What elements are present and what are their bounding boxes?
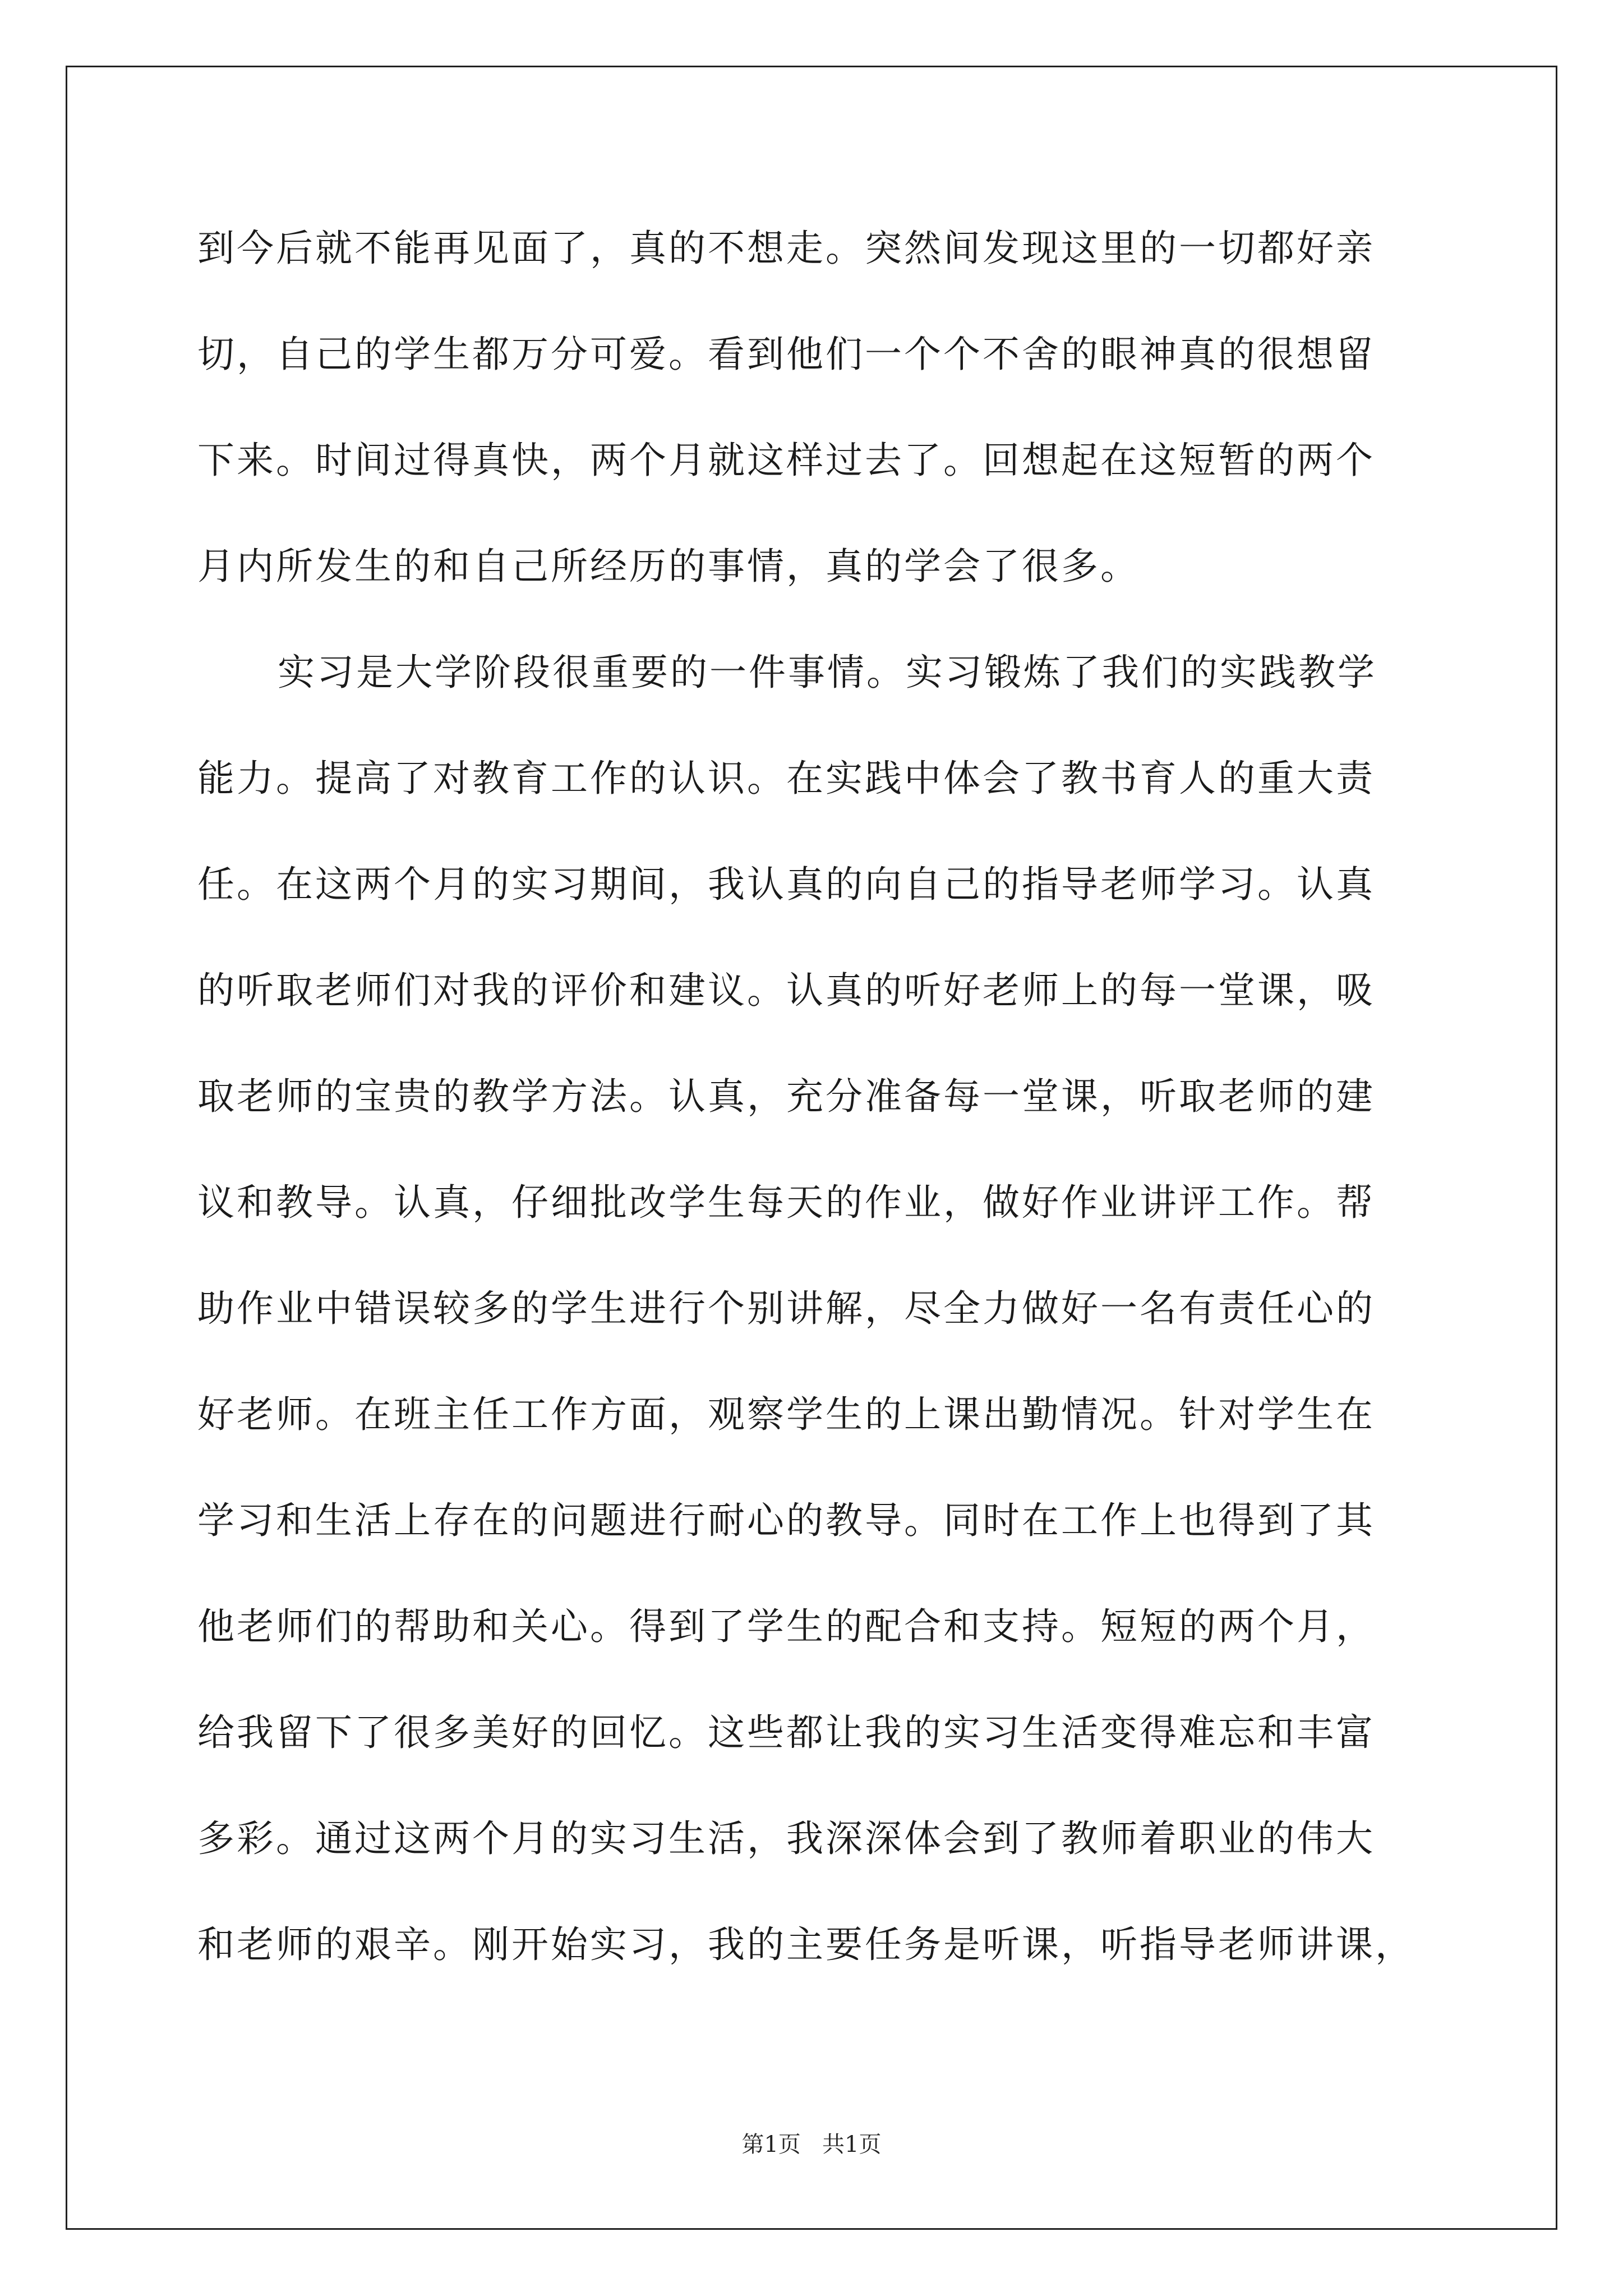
text-line: 和老师的艰辛。刚开始实习，我的主要任务是听课，听指导老师讲课，	[197, 1923, 1414, 1966]
text-line: 议和教导。认真，仔细批改学生每天的作业，做好作业讲评工作。帮	[197, 1181, 1375, 1224]
document-body	[197, 212, 1434, 2014]
text-line: 学习和生活上存在的问题进行耐心的教导。同时在工作上也得到了其	[197, 1499, 1375, 1542]
text-line: 好老师。在班主任工作方面，观察学生的上课出勤情况。针对学生在	[197, 1393, 1375, 1436]
text-line: 任。在这两个月的实习期间，我认真的向自己的指导老师学习。认真	[197, 863, 1375, 906]
text-line: 给我留下了很多美好的回忆。这些都让我的实习生活变得难忘和丰富	[197, 1711, 1375, 1754]
paragraph-start-line: 实习是大学阶段很重要的一件事情。实习锻炼了我们的实践教学	[278, 651, 1377, 694]
text-line: 取老师的宝贵的教学方法。认真，充分准备每一堂课，听取老师的建	[197, 1075, 1375, 1118]
page-number-footer: 第1页 共1页	[741, 2132, 882, 2157]
text-line: 月内所发生的和自己所经历的事情，真的学会了很多。	[197, 545, 1140, 588]
text-line: 助作业中错误较多的学生进行个别讲解，尽全力做好一名有责任心的	[197, 1287, 1375, 1330]
text-line: 下来。时间过得真快，两个月就这样过去了。回想起在这短暂的两个	[197, 439, 1375, 482]
text-line: 切，自己的学生都万分可爱。看到他们一个个不舍的眼神真的很想留	[197, 333, 1375, 376]
text-line: 的听取老师们对我的评价和建议。认真的听好老师上的每一堂课，吸	[197, 969, 1375, 1012]
text-line: 能力。提高了对教育工作的认识。在实践中体会了教书育人的重大责	[197, 757, 1375, 800]
text-line: 多彩。通过这两个月的实习生活，我深深体会到了教师着职业的伟大	[197, 1817, 1375, 1860]
text-line: 到今后就不能再见面了，真的不想走。突然间发现这里的一切都好亲	[197, 227, 1375, 270]
text-line: 他老师们的帮助和关心。得到了学生的配合和支持。短短的两个月，	[197, 1605, 1375, 1648]
